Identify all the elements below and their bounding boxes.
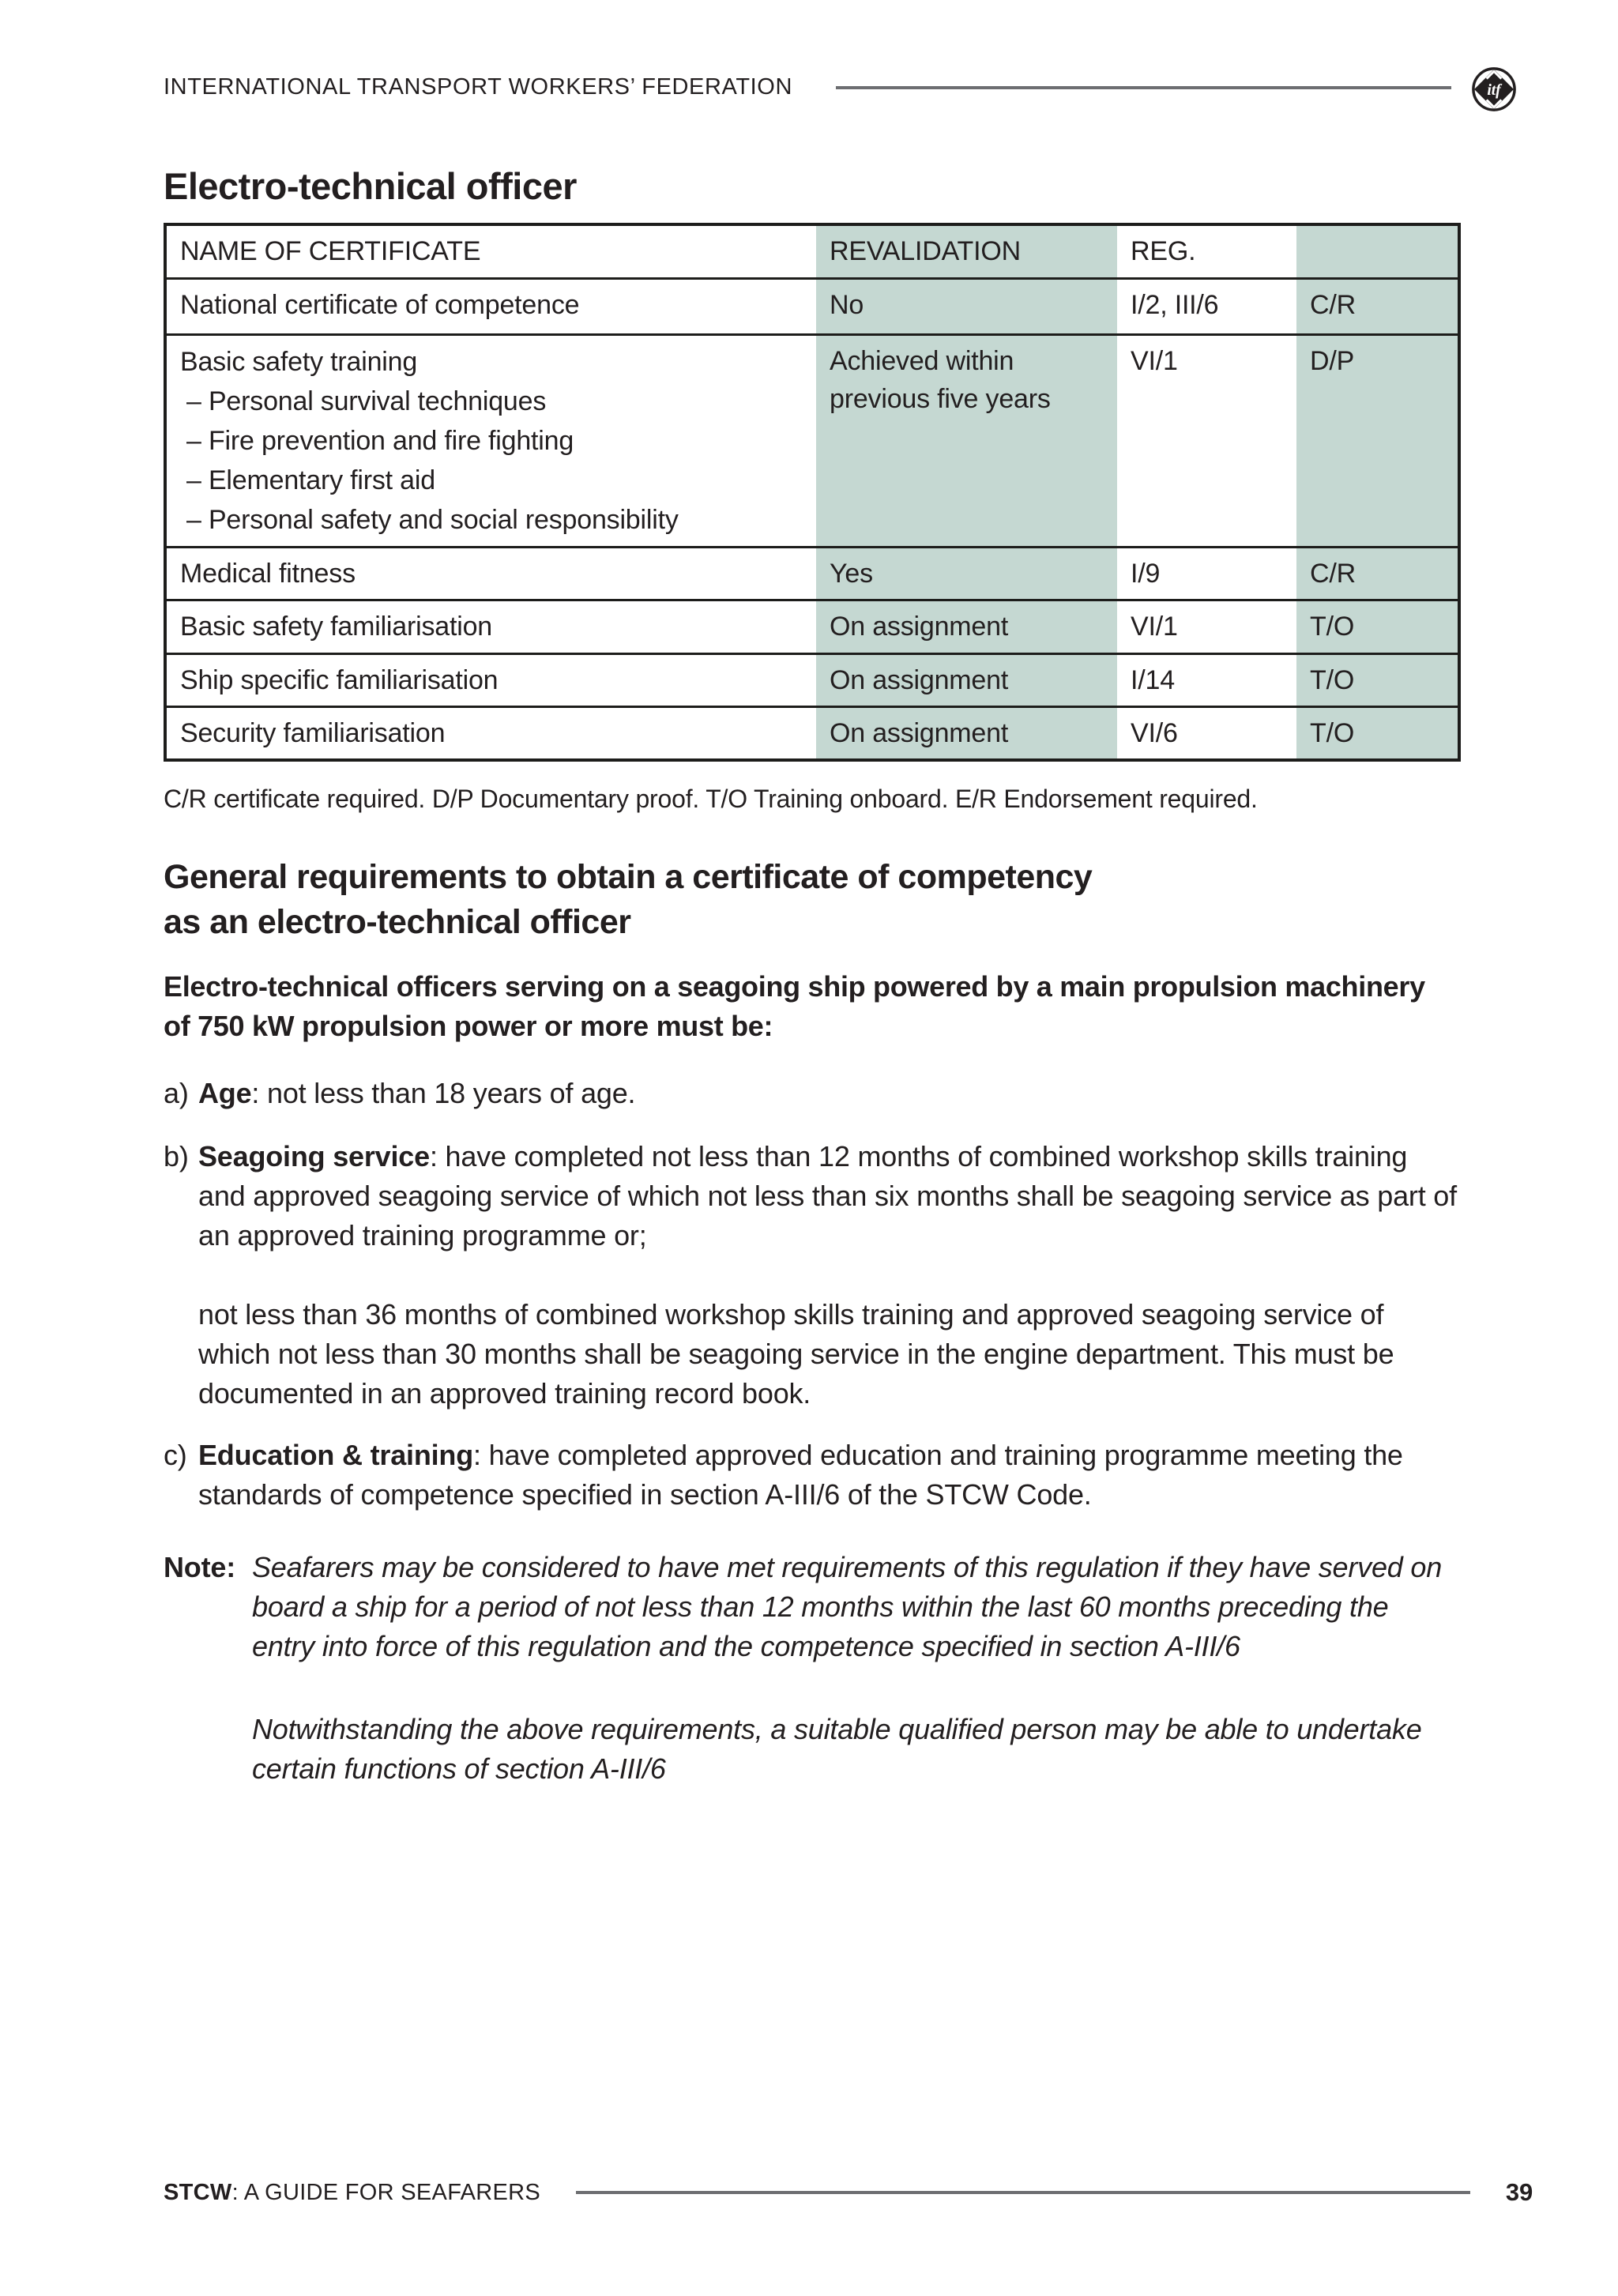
item-marker: a) xyxy=(164,1076,189,1109)
item-rest: : have completed approved education and training programme meeting the standards of competence specified in section A-III/6 of the STCW Code. xyxy=(198,1438,1403,1511)
cert-subitem: – Personal safety and social responsibility xyxy=(186,504,679,535)
item-text xyxy=(198,1295,1458,1413)
book-title xyxy=(164,2180,540,2206)
cert-subitem: – Fire prevention and fire fighting xyxy=(186,425,574,456)
note-label: Note: xyxy=(164,1550,235,1583)
table-row xyxy=(165,278,1459,334)
cell-reg: I/2, III/6 xyxy=(1117,278,1296,334)
book-title-bold: STCW xyxy=(164,2179,232,2205)
section-heading xyxy=(164,855,1458,945)
item-label: Age xyxy=(198,1076,252,1109)
table-legend: C/R certificate required. D/P Documentary proof. T/O Training onboard. E/R Endorsement required. xyxy=(164,784,1258,813)
item-text xyxy=(198,1074,1458,1113)
cell-name: Ship specific familiarisation xyxy=(165,653,816,706)
cell-code: C/R xyxy=(1296,547,1459,600)
item-text xyxy=(198,1436,1458,1515)
cell-name: Security familiarisation xyxy=(165,706,816,760)
note-block xyxy=(164,1548,1458,1789)
cell-code: T/O xyxy=(1296,653,1459,706)
cert-group-title: Basic safety training xyxy=(180,346,418,377)
item-rest: not less than 36 months of combined workshop skills training and approved seagoing service of which not less than 30 months shall be seagoing service in the engine department. This must be documented in an approved training record book. xyxy=(198,1297,1394,1410)
table-row xyxy=(165,600,1459,653)
item-marker: c) xyxy=(164,1438,187,1471)
cell-reg: I/9 xyxy=(1117,547,1296,600)
table-header-row xyxy=(165,224,1459,278)
content-column xyxy=(164,0,1458,1789)
cell-reg: VI/6 xyxy=(1117,706,1296,760)
col-header-blank xyxy=(1296,224,1459,278)
requirement-item-b xyxy=(164,1137,1458,1255)
item-rest: : have completed not less than 12 months of combined workshop skills training and approved seagoing service of which not less than six months shall be seagoing service as part of an approved training programme or; xyxy=(198,1139,1457,1252)
certificate-table xyxy=(164,223,1461,762)
section-intro: Electro-technical officers serving on a seagoing ship powered by a main propulsion machinery of 750 kW propulsion power or more must be: xyxy=(164,969,1425,1042)
book-title-rest: : A GUIDE FOR SEAFARERS xyxy=(231,2179,541,2205)
cell-revalidation: No xyxy=(816,278,1117,334)
item-rest: : not less than 18 years of age. xyxy=(251,1076,636,1109)
itf-logo-text: itf xyxy=(1487,81,1501,99)
section-heading-line2: as an electro-technical officer xyxy=(164,902,631,941)
cell-revalidation: Achieved within previous five years xyxy=(816,334,1117,547)
cell-name xyxy=(165,334,816,547)
footer-divider-line xyxy=(576,2191,1470,2194)
note-paragraph: Seafarers may be considered to have met requirements of this regulation if they have served on board a ship for a period of not less than 12 months within the last 60 months preceding the entry into force of this regulation and the competence specified in section A-III/6 xyxy=(252,1550,1443,1662)
cell-code: C/R xyxy=(1296,278,1459,334)
page-number: 39 xyxy=(1505,2178,1533,2206)
item-text xyxy=(198,1137,1458,1255)
cell-code: D/P xyxy=(1296,334,1459,547)
col-header-name: NAME OF CERTIFICATE xyxy=(165,224,816,278)
table-row xyxy=(165,547,1459,600)
cell-code: T/O xyxy=(1296,706,1459,760)
requirement-item-b-continued xyxy=(164,1295,1458,1413)
item-label: Education & training xyxy=(198,1438,474,1471)
col-header-revalidation: REVALIDATION xyxy=(816,224,1117,278)
item-marker: b) xyxy=(164,1139,189,1172)
cell-reg: I/14 xyxy=(1117,653,1296,706)
table-row xyxy=(165,706,1459,760)
cert-subitem: – Elementary first aid xyxy=(186,465,435,495)
cell-reg: VI/1 xyxy=(1117,334,1296,547)
item-label: Seagoing service xyxy=(198,1139,430,1172)
cert-subitem: – Personal survival techniques xyxy=(186,386,547,416)
cell-revalidation: On assignment xyxy=(816,706,1117,760)
section-heading-line1: General requirements to obtain a certificate of competency xyxy=(164,857,1093,896)
cell-code: T/O xyxy=(1296,600,1459,653)
cell-reg: VI/1 xyxy=(1117,600,1296,653)
organisation-name: INTERNATIONAL TRANSPORT WORKERS’ FEDERATION xyxy=(164,74,792,100)
item-marker xyxy=(164,1295,198,1413)
requirement-item-c xyxy=(164,1436,1458,1515)
table-row xyxy=(165,334,1459,547)
itf-logo-icon xyxy=(1471,66,1517,112)
page-footer xyxy=(164,2178,1533,2207)
cell-name: Medical fitness xyxy=(165,547,816,600)
cell-name: Basic safety familiarisation xyxy=(165,600,816,653)
page-title: Electro-technical officer xyxy=(164,165,577,207)
table-row xyxy=(165,653,1459,706)
cell-revalidation: Yes xyxy=(816,547,1117,600)
cell-name: National certificate of competence xyxy=(165,278,816,334)
note-paragraph: Notwithstanding the above requirements, a suitable qualified person may be able to undertake certain functions of section A-III/6 xyxy=(252,1712,1422,1785)
requirement-item-a xyxy=(164,1074,1458,1113)
note-body xyxy=(252,1548,1458,1789)
col-header-reg: REG. xyxy=(1117,224,1296,278)
cell-revalidation: On assignment xyxy=(816,653,1117,706)
cell-revalidation: On assignment xyxy=(816,600,1117,653)
